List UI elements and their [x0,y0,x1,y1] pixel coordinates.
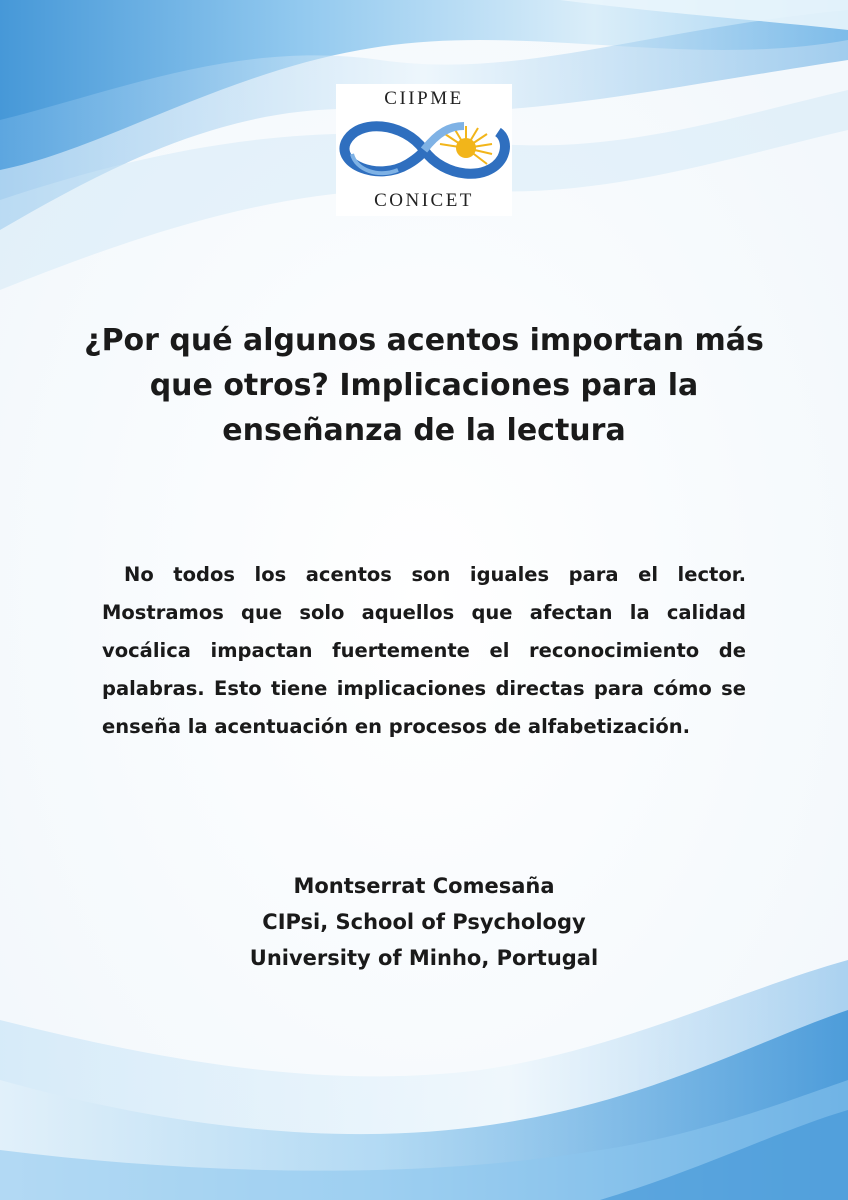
author-institution: University of Minho, Portugal [249,946,599,970]
ciipme-conicet-logo [336,84,512,216]
author-affiliation: CIPsi, School of Psychology [262,910,586,934]
author-block [100,868,748,976]
author-name: Montserrat Comesaña [293,874,555,898]
infinity-sun-icon [338,112,510,188]
logo-bottom-text: CONICET [374,190,474,211]
logo-top-text: CIIPME [384,88,464,109]
abstract-paragraph: No todos los acentos son iguales para el lector. Mostramos que solo aquellos que afectan la calidad vocálica impactan fuertemente el reconocimiento de palabras. Esto tiene implicaciones directas para cómo se enseña la acentuación en procesos de alfabetización. [102,563,746,738]
page-title: ¿Por qué algunos acentos importan más que otros? Implicaciones para la enseñanza de la lectura [84,323,764,448]
